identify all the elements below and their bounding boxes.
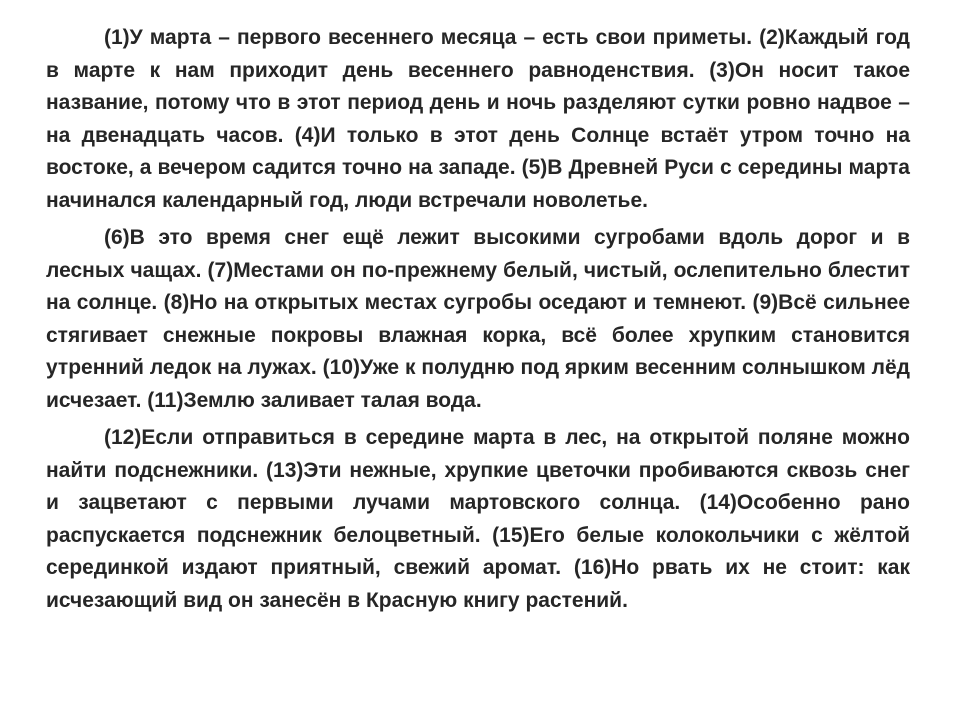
paragraph-2: (6)В это время снег ещё лежит высокими сугробами вдоль дорог и в лесных чащах. (7)Местами он по-прежнему белый, чистый, ослепительно блестит на солнце. (8)Но на открытых местах сугробы оседают и темнеют. (9)Всё сильнее стягивает снежные покровы влажная корка, всё более хрупким становится утренний ледок на лужах. (10)Уже к полудню под ярким весенним солнышком лёд исчезает. (11)Землю заливает талая вода. <box>46 226 910 412</box>
paragraph-1: (1)У марта – первого весеннего месяца – есть свои приметы. (2)Каждый год в марте к нам приходит день весеннего равноденствия. (3)Он носит такое название, потому что в этот период день и ночь разделяют сутки ровно надвое – на двенадцать часов. (4)И только в этот день Солнце встаёт утром точно на востоке, а вечером садится точно на западе. (5)В Древней Руси с середины марта начинался календарный год, люди встречали новолетье. <box>46 26 910 212</box>
paragraph-3: (12)Если отправиться в середине марта в лес, на открытой поляне можно найти подснежники. (13)Эти нежные, хрупкие цветочки пробиваются сквозь снег и зацветают с первыми лучами мартовского солнца. (14)Особенно рано распускается подснежник белоцветный. (15)Его белые колокольчики с жёлтой серединкой издают приятный, свежий аромат. (16)Но рвать их не стоит: как исчезающий вид он занесён в Красную книгу растений. <box>46 426 910 612</box>
